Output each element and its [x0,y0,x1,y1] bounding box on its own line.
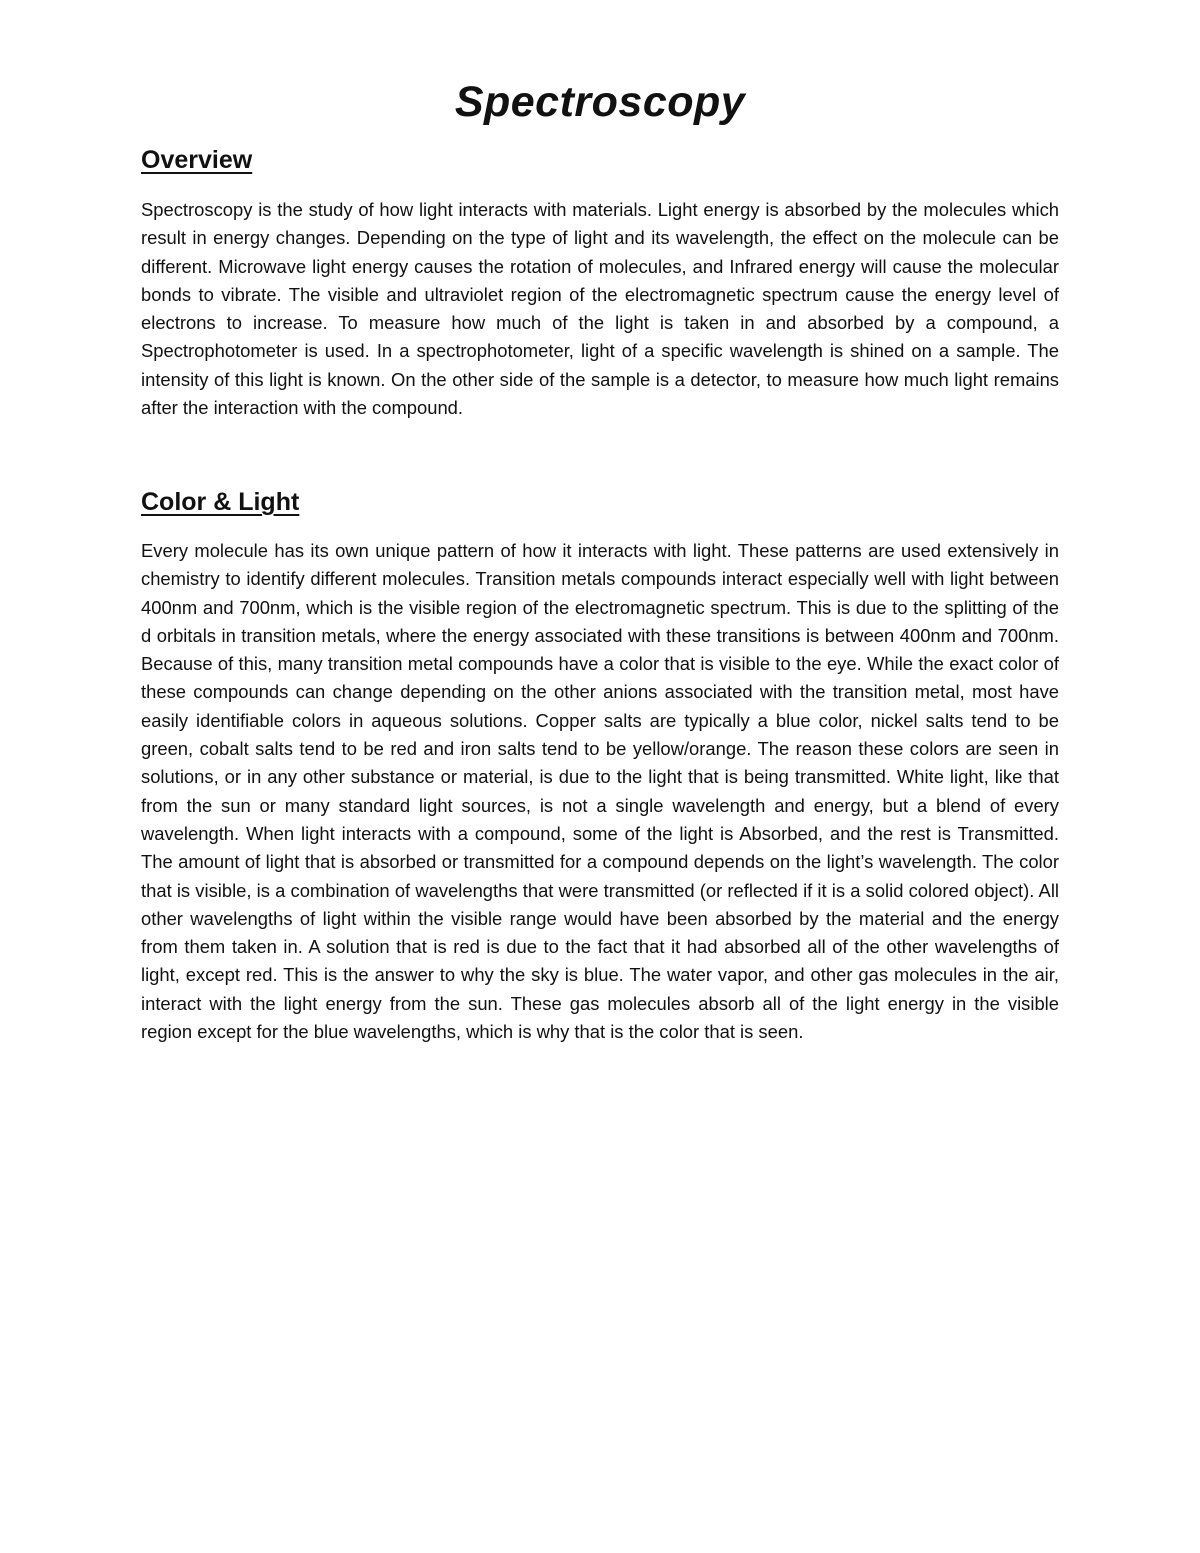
page-title: Spectroscopy [454,78,746,126]
section-heading-overview: Overview [141,146,253,174]
paragraph-overview: Spectroscopy is the study of how light interacts with materials. Light energy is absorbed by the molecules which result in energy changes. Depending on the type of light and its wavelength, the effect on the molecule can be different. Microwave light energy causes the rotation of molecules, and Infrared energy will cause the molecular bonds to vibrate. The visible and ultraviolet region of the electromagnetic spectrum cause the energy level of electrons to increase. To measure how much of the light is taken in and absorbed by a compound, a Spectrophotometer is used. In a spectrophotometer, light of a specific wavelength is shined on a sample. The intensity of this light is known. On the other side of the sample is a detector, to measure how much light remains after the interaction with the compound. [141,199,1059,419]
section-heading-color-light: Color & Light [141,488,300,516]
paragraph-color-light: Every molecule has its own unique pattern of how it interacts with light. These patterns are used extensively in chemistry to identify different molecules. Transition metals compounds interact especially well with light between 400nm and 700nm, which is the visible region of the electromagnetic spectrum. This is due to the splitting of the d orbitals in transition metals, where the energy associated with these transitions is between 400nm and 700nm. Because of this, many transition metal compounds have a color that is visible to the eye. While the exact color of these compounds can change depending on the other anions associated with the transition metal, most have easily identifiable colors in aqueous solutions. Copper salts are typically a blue color, nickel salts tend to be green, cobalt salts tend to be red and iron salts tend to be yellow/orange. The reason these colors are seen in solutions, or in any other substance or material, is due to the light that is being transmitted. White light, like that from the sun or many standard light sources, is not a single wavelength and energy, but a blend of every wavelength. When light interacts with a compound, some of the light is Absorbed, and the rest is Transmitted. The amount of light that is absorbed or transmitted for a compound depends on the light’s wavelength. The color that is visible, is a combination of wavelengths that were transmitted (or reflected if it is a solid colored object). All other wavelengths of light within the visible range would have been absorbed by the material and the energy from them taken in. A solution that is red is due to the fact that it had absorbed all of the other wavelengths of light, except red. This is the answer to why the sky is blue. The water vapor, and other gas molecules in the air, interact with the light energy from the sun. These gas molecules absorb all of the light energy in the visible region except for the blue wavelengths, which is why that is the color that is seen. [141,540,1059,1043]
